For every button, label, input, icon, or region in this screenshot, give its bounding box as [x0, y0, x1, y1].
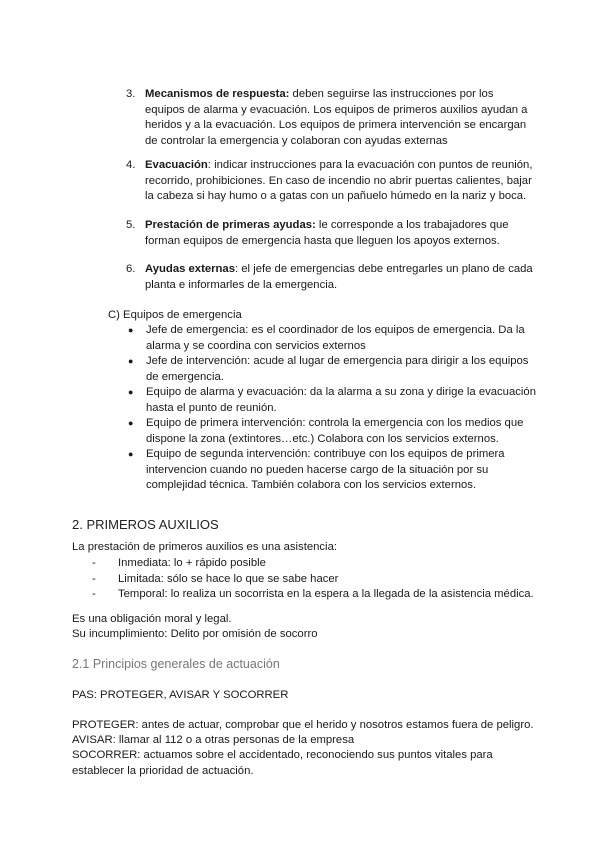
dash-marker: -: [92, 572, 96, 585]
list-item: - Inmediata: lo + rápido posible: [72, 556, 542, 572]
section-c-heading: C) Equipos de emergencia: [108, 309, 242, 321]
item-title: Evacuación: [145, 159, 208, 171]
list-item: ● Jefe de emergencia: es el coordinador de los equipos de emergencia. Da la alarma y se coordina con servicios externos: [128, 324, 525, 352]
item-text: le corresponde a los trabajadores que forman equipos de emergencia hasta que lleguen los apoyos externos.: [145, 219, 509, 247]
item-text: : el jefe de emergencias debe entregarles un plano de cada planta e informarles de la emergencia.: [145, 263, 533, 291]
bullet-icon: ●: [128, 356, 134, 366]
bullet-icon: ●: [128, 325, 134, 335]
emergency-teams-list: [126, 323, 536, 494]
primeros-auxilios-intro: La prestación de primeros auxilios es una asistencia:: [72, 541, 337, 553]
dash-marker: -: [92, 557, 96, 569]
bullet-icon: ●: [128, 387, 134, 397]
pas-line: PAS: PROTEGER, AVISAR Y SOCORRER: [72, 689, 289, 701]
dash-marker: -: [92, 588, 96, 600]
bullet-icon: ●: [128, 418, 134, 428]
item-number: 6.: [126, 263, 136, 275]
section-heading-primeros-auxilios: 2. PRIMEROS AUXILIOS: [72, 517, 219, 532]
item-number: 4.: [126, 159, 136, 171]
list-item: - Limitada: sólo se hace lo que se sabe hacer: [72, 572, 542, 588]
list-item: ● Equipo de segunda intervención: contribuye con los equipos de primera intervencion cuando no pueden hacerse cargo de la situación por su complejidad técnica. También colabora con los servicios externos.: [128, 448, 505, 491]
non-compliance-text: Su incumplimiento: Delito por omisión de socorro: [72, 628, 318, 640]
list-item-first-aid: [126, 218, 536, 249]
list-item-response-mechanisms: [126, 87, 536, 149]
list-item: - Temporal: lo realiza un socorrista en la espera a la llegada de la asistencia médica.: [72, 587, 542, 603]
list-item: ● Equipo de alarma y evacuación: da la alarma a su zona y dirige la evacuación hasta el punto de reunión.: [128, 386, 536, 414]
list-item-external-help: [126, 262, 536, 293]
proteger-text: PROTEGER: antes de actuar, comprobar que el herido y nosotros estamos fuera de peligro.: [72, 719, 534, 731]
obligation-text: Es una obligación moral y legal.: [72, 613, 232, 625]
item-number: 3.: [126, 88, 136, 100]
item-text: deben seguirse las instrucciones por los equipos de alarma y evacuación. Los equipos de primeros auxilios ayudan a heridos y a la evacuación. Los equipos de primera intervención se encargan de controlar la emergencia y colaboran con ayudas externas: [145, 88, 528, 147]
item-title: Ayudas externas: [145, 263, 235, 275]
avisar-text: AVISAR: llamar al 112 o a otras personas de la empresa: [72, 734, 355, 746]
socorrer-text: SOCORRER: actuamos sobre el accidentado, reconociendo sus puntos vitales para establecer la prioridad de actuación.: [72, 749, 493, 777]
list-item-evacuation: [126, 158, 536, 205]
item-text: : indicar instrucciones para la evacuación con puntos de reunión, recorrido, prohibiciones. En caso de incendio no abrir puertas calientes, bajar la cabeza si hay humo o a gatas con un pañuelo húmedo en la nariz y boca.: [145, 159, 533, 202]
bullet-icon: ●: [128, 449, 134, 459]
list-item: ● Jefe de intervención: acude al lugar de emergencia para dirigir a los equipos de emergencia.: [128, 355, 529, 383]
assistance-types-list: [72, 556, 542, 603]
subsection-heading-principios: 2.1 Principios generales de actuación: [72, 657, 280, 671]
item-title: Mecanismos de respuesta:: [145, 88, 290, 100]
item-number: 5.: [126, 219, 136, 231]
item-title: Prestación de primeras ayudas:: [145, 219, 316, 231]
list-item: ● Equipo de primera intervención: controla la emergencia con los medios que dispone la zona (extintores…etc.) Colabora con los servicios externos.: [128, 417, 524, 445]
